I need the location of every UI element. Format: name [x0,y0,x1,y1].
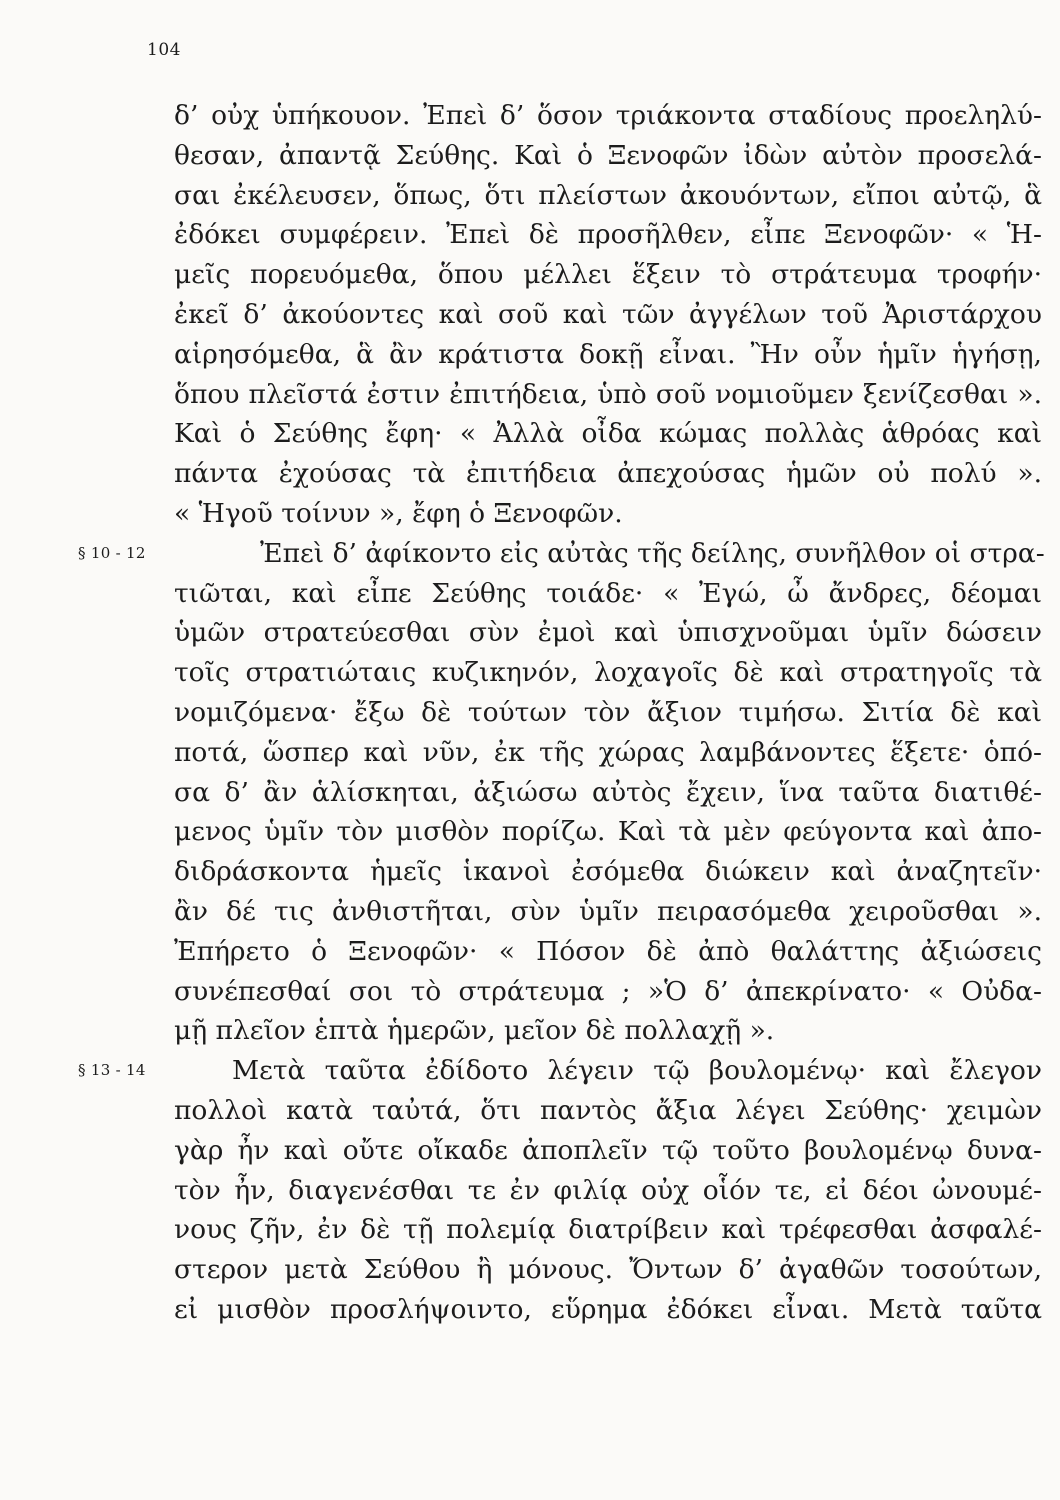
line-text: Μετὰ ταῦτα ἐδίδοτο λέγειν τῷ βουλομένῳ· καὶ ἔλεγον [232,1055,1042,1087]
section-marker: § 10 - 12 [78,543,146,562]
line-text: ἐδόκει συμφέρειν. Ἐπεὶ δὲ προσῆλθεν, εἶπε Ξενοφῶν· « Ἡ- [174,219,1042,251]
text-line [0,176,1060,216]
line-text: σα δ’ ἂν ἁλίσκηται, ἀξιώσω αὐτὸς ἔχειν, ἵνα ταῦτα διατιθέ- [174,776,1042,808]
text-line [0,693,1060,733]
text-line [0,454,1060,494]
text-line [0,613,1060,653]
line-text: μεῖς πορευόμεθα, ὅπου μέλλει ἕξειν τὸ στράτευμα τροφήν· [174,259,1042,291]
line-text: γὰρ ἦν καὶ οὔτε οἴκαδε ἀποπλεῖν τῷ τοῦτο βουλομένῳ δυνα- [174,1134,1042,1166]
line-text: ὑμῶν στρατεύεσθαι σὺν ἐμοὶ καὶ ὑπισχνοῦμαι ὑμῖν δώσειν [174,617,1042,649]
line-text: Ἐπεὶ δ’ ἀφίκοντο εἰς αὐτὰς τῆς δείλης, συνῆλθον οἱ στρα- [260,537,1045,569]
text-line [0,852,1060,892]
text-line [0,1210,1060,1250]
text-line [0,653,1060,693]
body-text [0,96,1060,1330]
text-line [0,494,1060,534]
line-text: πολλοὶ κατὰ ταὐτά, ὅτι παντὸς ἄξια λέγει Σεύθης· χειμὼν [174,1094,1042,1126]
line-text: συνέπεσθαί σοι τὸ στράτευμα ; »Ὁ δ’ ἀπεκρίνατο· « Οὐδα- [174,975,1042,1007]
text-line [0,972,1060,1012]
line-text: νομιζόμενα· ἔξω δὲ τούτων τὸν ἄξιον τιμήσω. Σιτία δὲ καὶ [174,696,1042,728]
text-line [0,1131,1060,1171]
line-text: διδράσκοντα ἡμεῖς ἱκανοὶ ἐσόμεθα διώκειν καὶ ἀναζητεῖν· [174,856,1042,888]
line-text: σαι ἐκέλευσεν, ὅπως, ὅτι πλείστων ἀκουόντων, εἴποι αὐτῷ, ἃ [174,179,1042,211]
text-line [0,812,1060,852]
line-text: μενος ὑμῖν τὸν μισθὸν πορίζω. Καὶ τὰ μὲν φεύγοντα καὶ ἀπο- [174,816,1042,848]
text-line [0,892,1060,932]
text-line [0,295,1060,335]
text-line [0,375,1060,415]
text-line [0,773,1060,813]
text-line [0,96,1060,136]
line-text: ὅπου πλεῖστά ἐστιν ἐπιτήδεια, ὑπὸ σοῦ νομιοῦμεν ξενίζεσθαι ». [174,378,1042,410]
text-line [0,1250,1060,1290]
line-text: « Ἡγοῦ τοίνυν », ἔφη ὁ Ξενοφῶν. [174,497,623,529]
line-text: δ’ οὐχ ὑπήκουον. Ἐπεὶ δ’ ὅσον τριάκοντα σταδίους προεληλύ- [174,100,1042,131]
line-text: Ἐπήρετο ὁ Ξενοφῶν· « Πόσον δὲ ἀπὸ θαλάττης ἀξιώσεις [174,935,1042,967]
line-text: τιῶται, καὶ εἶπε Σεύθης τοιάδε· « Ἐγώ, ὦ ἄνδρες, δέομαι [174,577,1042,609]
line-text: εἰ μισθὸν προσλήψοιντο, εὕρημα ἐδόκει εἶναι. Μετὰ ταῦτα [174,1293,1042,1325]
text-line [0,1091,1060,1131]
text-line [0,733,1060,773]
text-line [0,932,1060,972]
line-text: τοῖς στρατιώταις κυζικηνόν, λοχαγοῖς δὲ καὶ στρατηγοῖς τὰ [174,657,1042,689]
text-line [0,1051,1060,1091]
text-line [0,534,1060,574]
section-marker: § 13 - 14 [78,1061,146,1080]
text-line [0,335,1060,375]
line-text: στερον μετὰ Σεύθου ἢ μόνους. Ὄντων δ’ ἀγαθῶν τοσούτων, [174,1254,1042,1286]
line-text: νους ζῆν, ἐν δὲ τῇ πολεμίᾳ διατρίβειν καὶ τρέφεσθαι ἀσφαλέ- [174,1214,1042,1246]
page-number: 104 [147,40,181,60]
line-text: ἐκεῖ δ’ ἀκούοντες καὶ σοῦ καὶ τῶν ἀγγέλων τοῦ Ἀριστάρχου [174,298,1042,330]
text-line [0,255,1060,295]
line-text: μῇ πλεῖον ἑπτὰ ἡμερῶν, μεῖον δὲ πολλαχῇ ». [174,1015,775,1047]
text-line [0,574,1060,614]
line-text: θεσαν, ἀπαντᾷ Σεύθης. Καὶ ὁ Ξενοφῶν ἰδὼν αὐτὸν προσελά- [174,139,1042,171]
line-text: Καὶ ὁ Σεύθης ἔφη· « Ἀλλὰ οἶδα κώμας πολλὰς ἁθρόας καὶ [174,418,1042,450]
text-line [0,136,1060,176]
text-line [0,1290,1060,1330]
text-line [0,414,1060,454]
line-text: αἱρησόμεθα, ἃ ἂν κράτιστα δοκῇ εἶναι. Ἢν οὖν ἡμῖν ἡγήσῃ, [174,338,1042,370]
text-line [0,215,1060,255]
line-text: ποτά, ὥσπερ καὶ νῦν, ἐκ τῆς χώρας λαμβάνοντες ἕξετε· ὁπό- [174,736,1042,768]
line-text: ἂν δέ τις ἀνθιστῆται, σὺν ὑμῖν πειρασόμεθα χειροῦσθαι ». [174,895,1042,927]
text-line [0,1171,1060,1211]
line-text: τὸν ἦν, διαγενέσθαι τε ἐν φιλίᾳ οὐχ οἷόν τε, εἰ δέοι ὠνουμέ- [174,1174,1042,1206]
text-line [0,1011,1060,1051]
line-text: πάντα ἐχούσας τὰ ἐπιτήδεια ἀπεχούσας ἡμῶν οὐ πολύ ». [174,458,1042,490]
